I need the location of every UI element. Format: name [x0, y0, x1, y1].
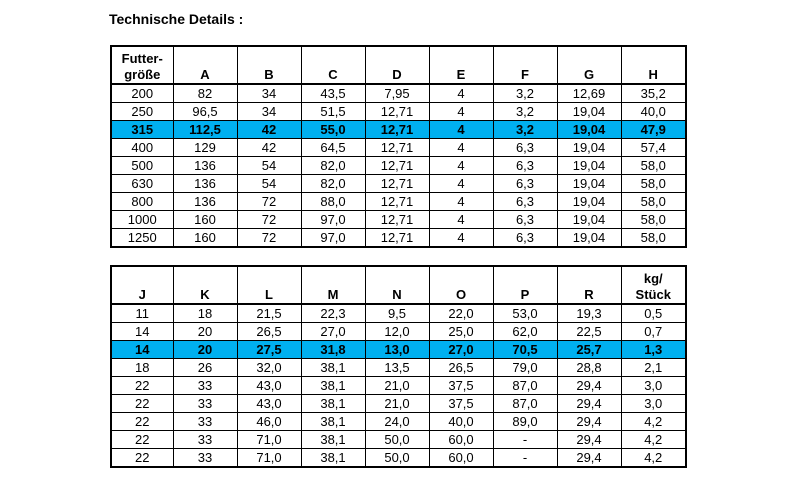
- table-cell: 4: [429, 193, 493, 211]
- table-cell: 160: [173, 211, 237, 229]
- table-cell: 6,3: [493, 229, 557, 248]
- table-cell: 22: [111, 413, 173, 431]
- table-cell: 22: [111, 395, 173, 413]
- section-title: Technische Details :: [109, 11, 244, 27]
- table-cell: 315: [111, 121, 173, 139]
- table-cell: 60,0: [429, 431, 493, 449]
- column-header-h: H: [621, 46, 686, 84]
- table-cell: 19,04: [557, 193, 621, 211]
- table-row: [111, 377, 686, 395]
- table-cell: 82: [173, 84, 237, 103]
- table-cell: 82,0: [301, 157, 365, 175]
- table-cell: 22: [111, 377, 173, 395]
- table-cell: 6,3: [493, 193, 557, 211]
- table-cell: 2,1: [621, 359, 686, 377]
- spec-table-1: [110, 45, 687, 248]
- table-cell: 58,0: [621, 157, 686, 175]
- table-cell: 38,1: [301, 359, 365, 377]
- table-cell: 19,04: [557, 229, 621, 248]
- table-cell: 34: [237, 103, 301, 121]
- table-cell: 250: [111, 103, 173, 121]
- table-cell: 136: [173, 157, 237, 175]
- table-cell: 1000: [111, 211, 173, 229]
- table-cell: 89,0: [493, 413, 557, 431]
- table-cell: 3,2: [493, 84, 557, 103]
- table-cell: 4: [429, 103, 493, 121]
- table-cell: 1,3: [621, 341, 686, 359]
- table-cell: 112,5: [173, 121, 237, 139]
- table-body: [111, 304, 686, 467]
- table-cell: 3,0: [621, 377, 686, 395]
- table-cell: 40,0: [429, 413, 493, 431]
- table-cell: 160: [173, 229, 237, 248]
- table-cell: 64,5: [301, 139, 365, 157]
- table-cell: 25,7: [557, 341, 621, 359]
- table-cell: 72: [237, 229, 301, 248]
- table-cell: 42: [237, 121, 301, 139]
- column-header-o: O: [429, 266, 493, 304]
- table-cell: 21,5: [237, 304, 301, 323]
- table-cell: 29,4: [557, 449, 621, 468]
- column-header-l: L: [237, 266, 301, 304]
- table-cell: 58,0: [621, 193, 686, 211]
- table-cell: 38,1: [301, 395, 365, 413]
- column-header-b: B: [237, 46, 301, 84]
- table-cell: 630: [111, 175, 173, 193]
- table-cell: 0,7: [621, 323, 686, 341]
- table-cell: 400: [111, 139, 173, 157]
- table-row: [111, 229, 686, 248]
- table-cell: 11: [111, 304, 173, 323]
- table-cell: 4: [429, 211, 493, 229]
- column-header-k: K: [173, 266, 237, 304]
- table-cell: 26,5: [237, 323, 301, 341]
- table-cell: 29,4: [557, 395, 621, 413]
- table-cell: 87,0: [493, 395, 557, 413]
- table-cell: 4,2: [621, 449, 686, 468]
- table-cell: 42: [237, 139, 301, 157]
- column-header-r: R: [557, 266, 621, 304]
- table-cell: 34: [237, 84, 301, 103]
- table-cell: -: [493, 449, 557, 468]
- table-cell: 37,5: [429, 377, 493, 395]
- table-cell: 4: [429, 139, 493, 157]
- table-cell: 87,0: [493, 377, 557, 395]
- header-line: größe: [124, 67, 161, 82]
- table-cell: 19,04: [557, 211, 621, 229]
- table-cell: 96,5: [173, 103, 237, 121]
- table-cell: 97,0: [301, 229, 365, 248]
- table-cell: 43,0: [237, 395, 301, 413]
- table-cell: 58,0: [621, 211, 686, 229]
- table-cell: -: [493, 431, 557, 449]
- column-header-e: E: [429, 46, 493, 84]
- table-cell: 0,5: [621, 304, 686, 323]
- header-line: Stück: [635, 287, 671, 302]
- table-cell: 71,0: [237, 449, 301, 468]
- table-row: [111, 157, 686, 175]
- column-header-n: N: [365, 266, 429, 304]
- table-cell: 14: [111, 341, 173, 359]
- table-cell: 500: [111, 157, 173, 175]
- table-cell: 12,71: [365, 103, 429, 121]
- table-cell: 31,8: [301, 341, 365, 359]
- table-cell: 19,04: [557, 121, 621, 139]
- table-cell: 20: [173, 323, 237, 341]
- table-cell: 12,71: [365, 139, 429, 157]
- table-cell: 18: [111, 359, 173, 377]
- table-cell: 38,1: [301, 431, 365, 449]
- table-cell: 22: [111, 431, 173, 449]
- table-row: [111, 193, 686, 211]
- table-cell: 12,71: [365, 175, 429, 193]
- table-cell: 6,3: [493, 139, 557, 157]
- table-cell: 27,0: [301, 323, 365, 341]
- table-cell: 72: [237, 193, 301, 211]
- header-line: kg/: [643, 271, 663, 286]
- table-cell: 136: [173, 175, 237, 193]
- column-header-j: J: [111, 266, 173, 304]
- table-cell: 33: [173, 413, 237, 431]
- column-header-a: A: [173, 46, 237, 84]
- column-header-m: M: [301, 266, 365, 304]
- table-cell: 26: [173, 359, 237, 377]
- table-cell: 12,69: [557, 84, 621, 103]
- table-cell: 22,3: [301, 304, 365, 323]
- table-cell: 9,5: [365, 304, 429, 323]
- table-cell: 4: [429, 84, 493, 103]
- table-cell: 3,2: [493, 103, 557, 121]
- table-cell: 4,2: [621, 413, 686, 431]
- table-cell: 29,4: [557, 377, 621, 395]
- column-header-futtergroesse: [111, 46, 173, 84]
- table-cell: 37,5: [429, 395, 493, 413]
- table-cell: 43,0: [237, 377, 301, 395]
- table-cell: 19,04: [557, 175, 621, 193]
- column-header-c: C: [301, 46, 365, 84]
- table-cell: 29,4: [557, 431, 621, 449]
- table-cell: 19,04: [557, 139, 621, 157]
- table-cell: 35,2: [621, 84, 686, 103]
- table-cell: 71,0: [237, 431, 301, 449]
- table-cell: 27,5: [237, 341, 301, 359]
- table-cell: 12,0: [365, 323, 429, 341]
- column-header-f: F: [493, 46, 557, 84]
- table-cell: 57,4: [621, 139, 686, 157]
- table-cell: 33: [173, 395, 237, 413]
- table-body: [111, 84, 686, 247]
- table-cell: 19,04: [557, 103, 621, 121]
- table-cell: 22: [111, 449, 173, 468]
- table-cell: 14: [111, 323, 173, 341]
- table-cell: 4: [429, 157, 493, 175]
- table-row-highlighted: [111, 121, 686, 139]
- table-cell: 12,71: [365, 211, 429, 229]
- table-cell: 62,0: [493, 323, 557, 341]
- table-cell: 4: [429, 175, 493, 193]
- table-cell: 4: [429, 121, 493, 139]
- table-row: [111, 84, 686, 103]
- table-row: [111, 139, 686, 157]
- table-cell: 82,0: [301, 175, 365, 193]
- table-cell: 24,0: [365, 413, 429, 431]
- table-cell: 21,0: [365, 377, 429, 395]
- table-cell: 4: [429, 229, 493, 248]
- table-cell: 27,0: [429, 341, 493, 359]
- table-header-row: [111, 266, 686, 304]
- table-row: [111, 103, 686, 121]
- table-cell: 1250: [111, 229, 173, 248]
- header-line: Futter-: [121, 51, 163, 66]
- table-cell: 58,0: [621, 175, 686, 193]
- table-cell: 7,95: [365, 84, 429, 103]
- table-cell: 18: [173, 304, 237, 323]
- table-row: [111, 413, 686, 431]
- table-cell: 32,0: [237, 359, 301, 377]
- table-row: [111, 211, 686, 229]
- table-cell: 54: [237, 175, 301, 193]
- table-cell: 12,71: [365, 157, 429, 175]
- table-cell: 22,0: [429, 304, 493, 323]
- column-header-g: G: [557, 46, 621, 84]
- table-cell: 33: [173, 431, 237, 449]
- table-cell: 55,0: [301, 121, 365, 139]
- table-cell: 19,3: [557, 304, 621, 323]
- table-row: [111, 449, 686, 468]
- table-cell: 12,71: [365, 229, 429, 248]
- table-cell: 6,3: [493, 211, 557, 229]
- table-row: [111, 304, 686, 323]
- table-cell: 129: [173, 139, 237, 157]
- table-header-row: [111, 46, 686, 84]
- table-cell: 25,0: [429, 323, 493, 341]
- table-cell: 20: [173, 341, 237, 359]
- table-cell: 97,0: [301, 211, 365, 229]
- table-row: [111, 175, 686, 193]
- table-cell: 47,9: [621, 121, 686, 139]
- table-cell: 43,5: [301, 84, 365, 103]
- table-cell: 800: [111, 193, 173, 211]
- table-cell: 28,8: [557, 359, 621, 377]
- table-cell: 38,1: [301, 449, 365, 468]
- table-cell: 12,71: [365, 193, 429, 211]
- table-cell: 79,0: [493, 359, 557, 377]
- table-cell: 22,5: [557, 323, 621, 341]
- table-row: [111, 395, 686, 413]
- table-cell: 26,5: [429, 359, 493, 377]
- table-cell: 200: [111, 84, 173, 103]
- table-row: [111, 359, 686, 377]
- table-cell: 88,0: [301, 193, 365, 211]
- table-cell: 33: [173, 377, 237, 395]
- table-cell: 51,5: [301, 103, 365, 121]
- column-header-d: D: [365, 46, 429, 84]
- column-header-p: P: [493, 266, 557, 304]
- table-cell: 40,0: [621, 103, 686, 121]
- table-cell: 70,5: [493, 341, 557, 359]
- table-cell: 3,2: [493, 121, 557, 139]
- table-cell: 13,0: [365, 341, 429, 359]
- column-header-kg-stueck: [621, 266, 686, 304]
- table-cell: 6,3: [493, 175, 557, 193]
- table-cell: 4,2: [621, 431, 686, 449]
- table-cell: 46,0: [237, 413, 301, 431]
- table-cell: 50,0: [365, 449, 429, 468]
- table-cell: 6,3: [493, 157, 557, 175]
- table-cell: 50,0: [365, 431, 429, 449]
- table-cell: 29,4: [557, 413, 621, 431]
- table-row: [111, 431, 686, 449]
- table-cell: 72: [237, 211, 301, 229]
- spec-table-2: [110, 265, 687, 468]
- table-cell: 58,0: [621, 229, 686, 248]
- table-cell: 21,0: [365, 395, 429, 413]
- table-cell: 33: [173, 449, 237, 468]
- table-cell: 38,1: [301, 377, 365, 395]
- table-cell: 53,0: [493, 304, 557, 323]
- table-cell: 3,0: [621, 395, 686, 413]
- table-cell: 54: [237, 157, 301, 175]
- table-cell: 136: [173, 193, 237, 211]
- table-row: [111, 323, 686, 341]
- table-cell: 12,71: [365, 121, 429, 139]
- table-cell: 19,04: [557, 157, 621, 175]
- table-cell: 13,5: [365, 359, 429, 377]
- table-cell: 38,1: [301, 413, 365, 431]
- table-row-highlighted: [111, 341, 686, 359]
- table-cell: 60,0: [429, 449, 493, 468]
